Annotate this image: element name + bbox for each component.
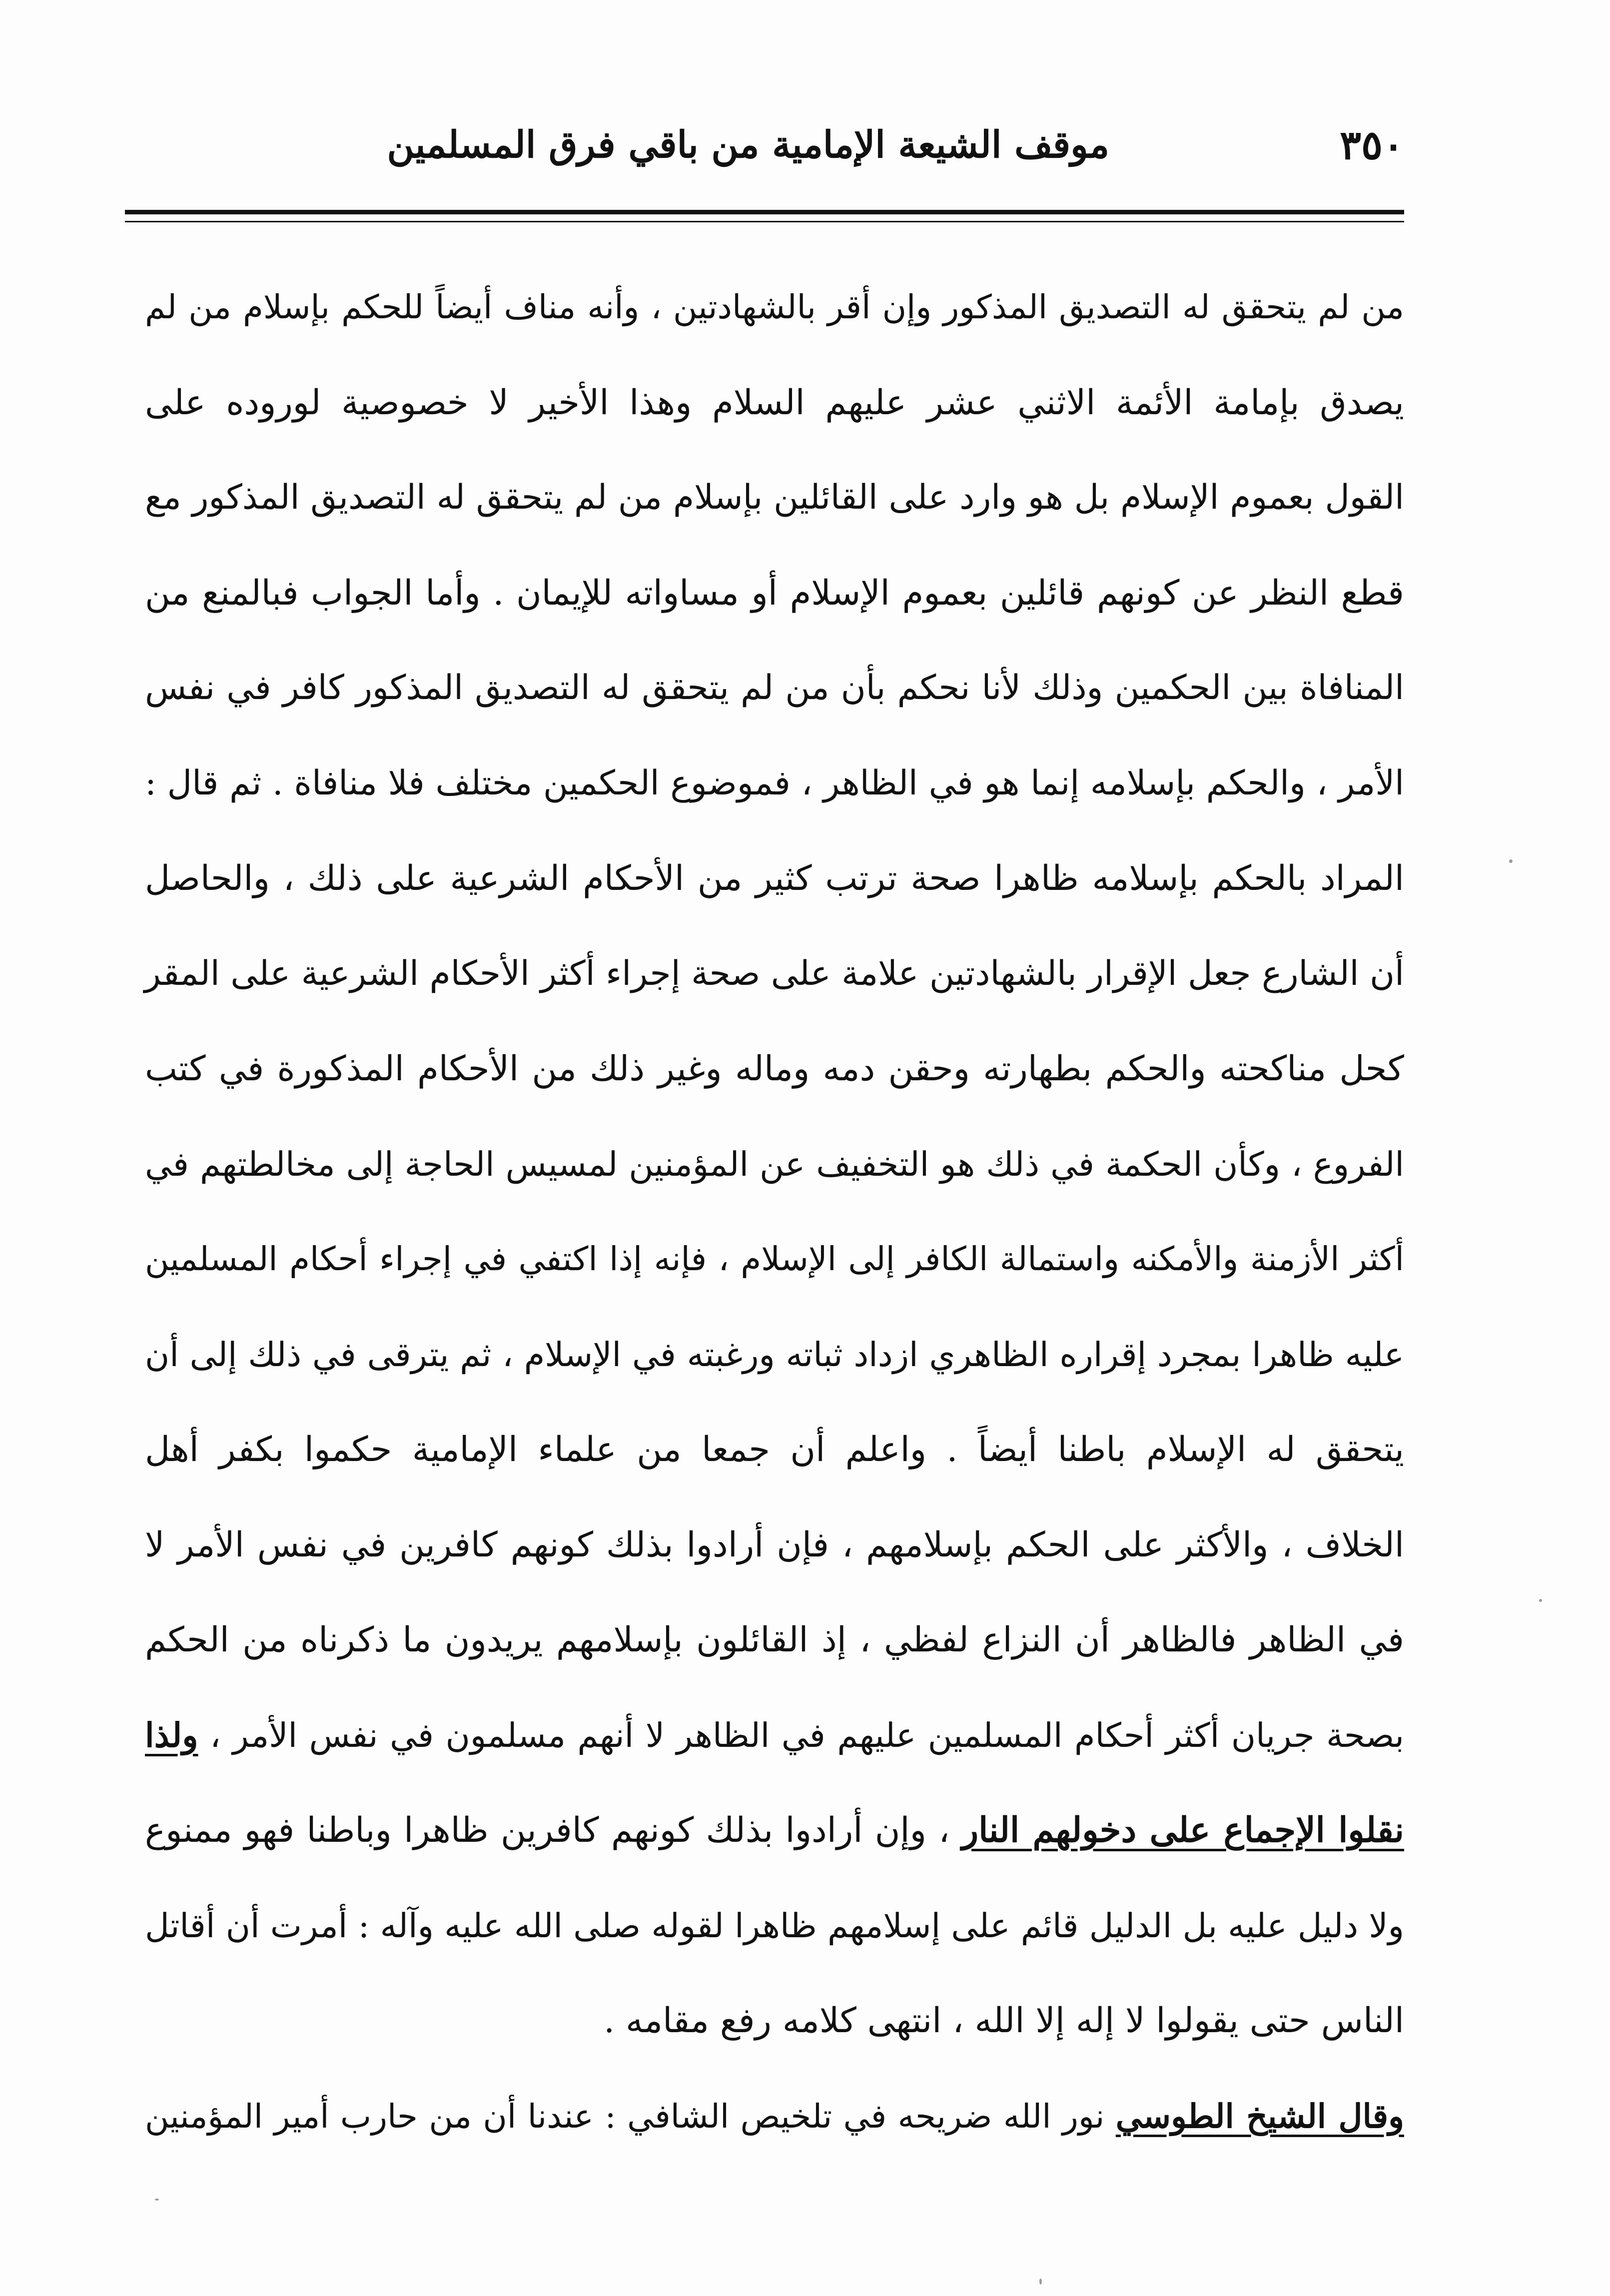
text-line: في الظاهر فالظاهر أن النزاع لفظي ، إذ القائلون بإسلامهم يريدون ما ذكرناه من الحكم — [145, 1620, 1404, 1660]
body-text — [145, 260, 1404, 2164]
underlined-phrase: نقلوا الإجماع على دخولهم النار — [961, 1810, 1404, 1850]
underlined-phrase: ولذا — [145, 1715, 198, 1755]
text-line: الأمر ، والحكم بإسلامه إنما هو في الظاهر ، فموضوع الحكمين مختلف فلا منافاة . ثم قال : — [145, 763, 1404, 803]
text-line: كحل مناكحته والحكم بطهارته وحقن دمه وماله وغير ذلك من الأحكام المذكورة في كتب — [145, 1049, 1404, 1089]
text-line: بصحة جريان أكثر أحكام المسلمين عليهم في الظاهر لا أنهم مسلمون في نفس الأمر ، ولذا — [145, 1715, 1404, 1755]
scan-speck — [155, 2199, 159, 2201]
text-line: القول بعموم الإسلام بل هو وارد على القائلين بإسلام من لم يتحقق له التصديق المذكور مع — [145, 478, 1404, 517]
text-line: يتحقق له الإسلام باطنا أيضاً . واعلم أن جمعا من علماء الإمامية حكموا بكفر أهل — [145, 1430, 1404, 1470]
text-line: من لم يتحقق له التصديق المذكور وإن أقر بالشهادتين ، وأنه مناف أيضاً للحكم بإسلام من لم — [145, 288, 1404, 326]
page-header — [125, 105, 1404, 190]
text-line: المنافاة بين الحكمين وذلك لأنا نحكم بأن من لم يتحقق له التصديق المذكور كافر في نفس — [145, 668, 1404, 708]
header-rule-thick — [125, 210, 1404, 214]
text-line: الفروع ، وكأن الحكمة في ذلك هو التخفيف عن المؤمنين لمسيس الحاجة إلى مخالطتهم في — [145, 1144, 1404, 1184]
text-line: ولا دليل عليه بل الدليل قائم على إسلامهم ظاهرا لقوله صلى الله عليه وآله : أمرت أن أقاتل — [145, 1906, 1404, 1945]
text-line: يصدق بإمامة الأئمة الاثني عشر عليهم السلام وهذا الأخير لا خصوصية لوروده على — [145, 382, 1404, 423]
running-title: موقف الشيعة الإمامية من باقي فرق المسلمين — [387, 123, 1109, 166]
scan-speck — [1509, 859, 1513, 863]
text-line: عليه ظاهرا بمجرد إقراره الظاهري ازداد ثباته ورغبته في الإسلام ، ثم يترقى في ذلك إلى أن — [145, 1335, 1404, 1374]
text-line: الخلاف ، والأكثر على الحكم بإسلامهم ، فإن أرادوا بذلك كونهم كافرين في نفس الأمر لا — [145, 1525, 1404, 1565]
scan-speck — [1539, 1599, 1542, 1602]
text-line: نقلوا الإجماع على دخولهم النار ، وإن أرادوا بذلك كونهم كافرين ظاهرا وباطنا فهو ممنوع — [145, 1810, 1404, 1850]
page-number: ٣٥٠ — [1340, 121, 1404, 168]
underlined-phrase: وقال الشيخ الطوسي — [1115, 2096, 1404, 2136]
header-rule-thin — [125, 221, 1404, 222]
text-line: وقال الشيخ الطوسي نور الله ضريحه في تلخيص الشافي : عندنا أن من حارب أمير المؤمنين — [145, 2096, 1404, 2136]
text-line: أن الشارع جعل الإقرار بالشهادتين علامة على صحة إجراء أكثر الأحكام الشرعية على المقر — [144, 953, 1404, 993]
text-line: أكثر الأزمنة والأمكنه واستمالة الكافر إلى الإسلام ، فإنه إذا اكتفي في إجراء أحكام المسلمين — [145, 1240, 1404, 1278]
text-line: الناس حتى يقولوا لا إله إلا الله ، انتهى كلامه رفع مقامه . — [604, 2001, 1404, 2041]
scan-speck — [1039, 2279, 1042, 2285]
text-line: قطع النظر عن كونهم قائلين بعموم الإسلام أو مساواته للإيمان . وأما الجواب فبالمنع من — [145, 573, 1404, 613]
text-line: المراد بالحكم بإسلامه ظاهرا صحة ترتب كثير من الأحكام الشرعية على ذلك ، والحاصل — [145, 858, 1404, 898]
